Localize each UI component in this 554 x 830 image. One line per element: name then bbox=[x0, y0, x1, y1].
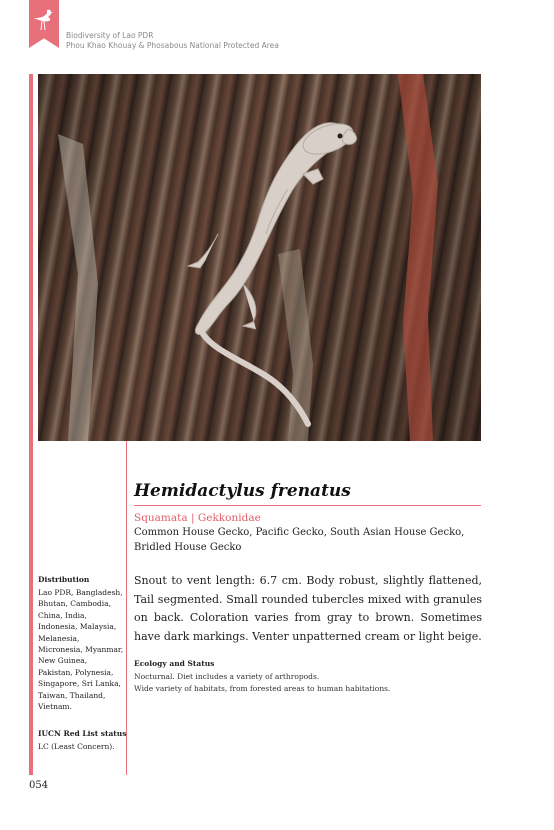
species-description: Snout to vent length: 6.7 cm. Body robust, slightly flattened, Tail segmented. Small rounded tubercles mixed with granules on back. Coloration varies from gray to brown. Sometimes have dark markings. Venter unpatterned cream or light beige. bbox=[134, 574, 482, 643]
common-names: Common House Gecko, Pacific Gecko, South Asian House Gecko, Bridled House Gecko bbox=[134, 527, 465, 553]
header-subtitle: Phou Khao Khouay & Phosabous National Protected Area bbox=[66, 41, 279, 50]
ecology-line-1: Nocturnal. Diet includes a variety of arthropods. bbox=[134, 672, 320, 681]
title-rule bbox=[134, 505, 481, 506]
ecology-text bbox=[134, 671, 390, 694]
distribution-heading: Distribution bbox=[38, 575, 90, 584]
ecology-heading: Ecology and Status bbox=[134, 659, 215, 668]
species-name: Hemidactylus frenatus bbox=[134, 481, 351, 501]
header-title: Biodiversity of Lao PDR bbox=[66, 31, 154, 40]
crane-icon bbox=[33, 8, 55, 32]
accent-bar bbox=[29, 74, 33, 775]
page-number: 054 bbox=[29, 780, 49, 791]
distribution-text: Lao PDR, Bangladesh, Bhutan, Cambodia, China, India, Indonesia, Malaysia, Melanesia, Micronesia, Myanmar, New Guinea, Pakistan, Polynesia, Singapore, Sri Lanka, Taiwan, Thailand, Vietnam. bbox=[38, 588, 124, 712]
iucn-text: LC (Least Concern). bbox=[38, 742, 115, 751]
species-photo bbox=[38, 74, 481, 441]
logo-tab bbox=[29, 0, 59, 48]
taxonomy: Squamata | Gekkonidae bbox=[134, 512, 261, 524]
ecology-line-2: Wide variety of habitats, from forested areas to human habitations. bbox=[134, 683, 391, 693]
iucn-heading: IUCN Red List status bbox=[38, 729, 127, 738]
gecko-illustration bbox=[38, 74, 481, 441]
column-divider bbox=[126, 441, 127, 775]
